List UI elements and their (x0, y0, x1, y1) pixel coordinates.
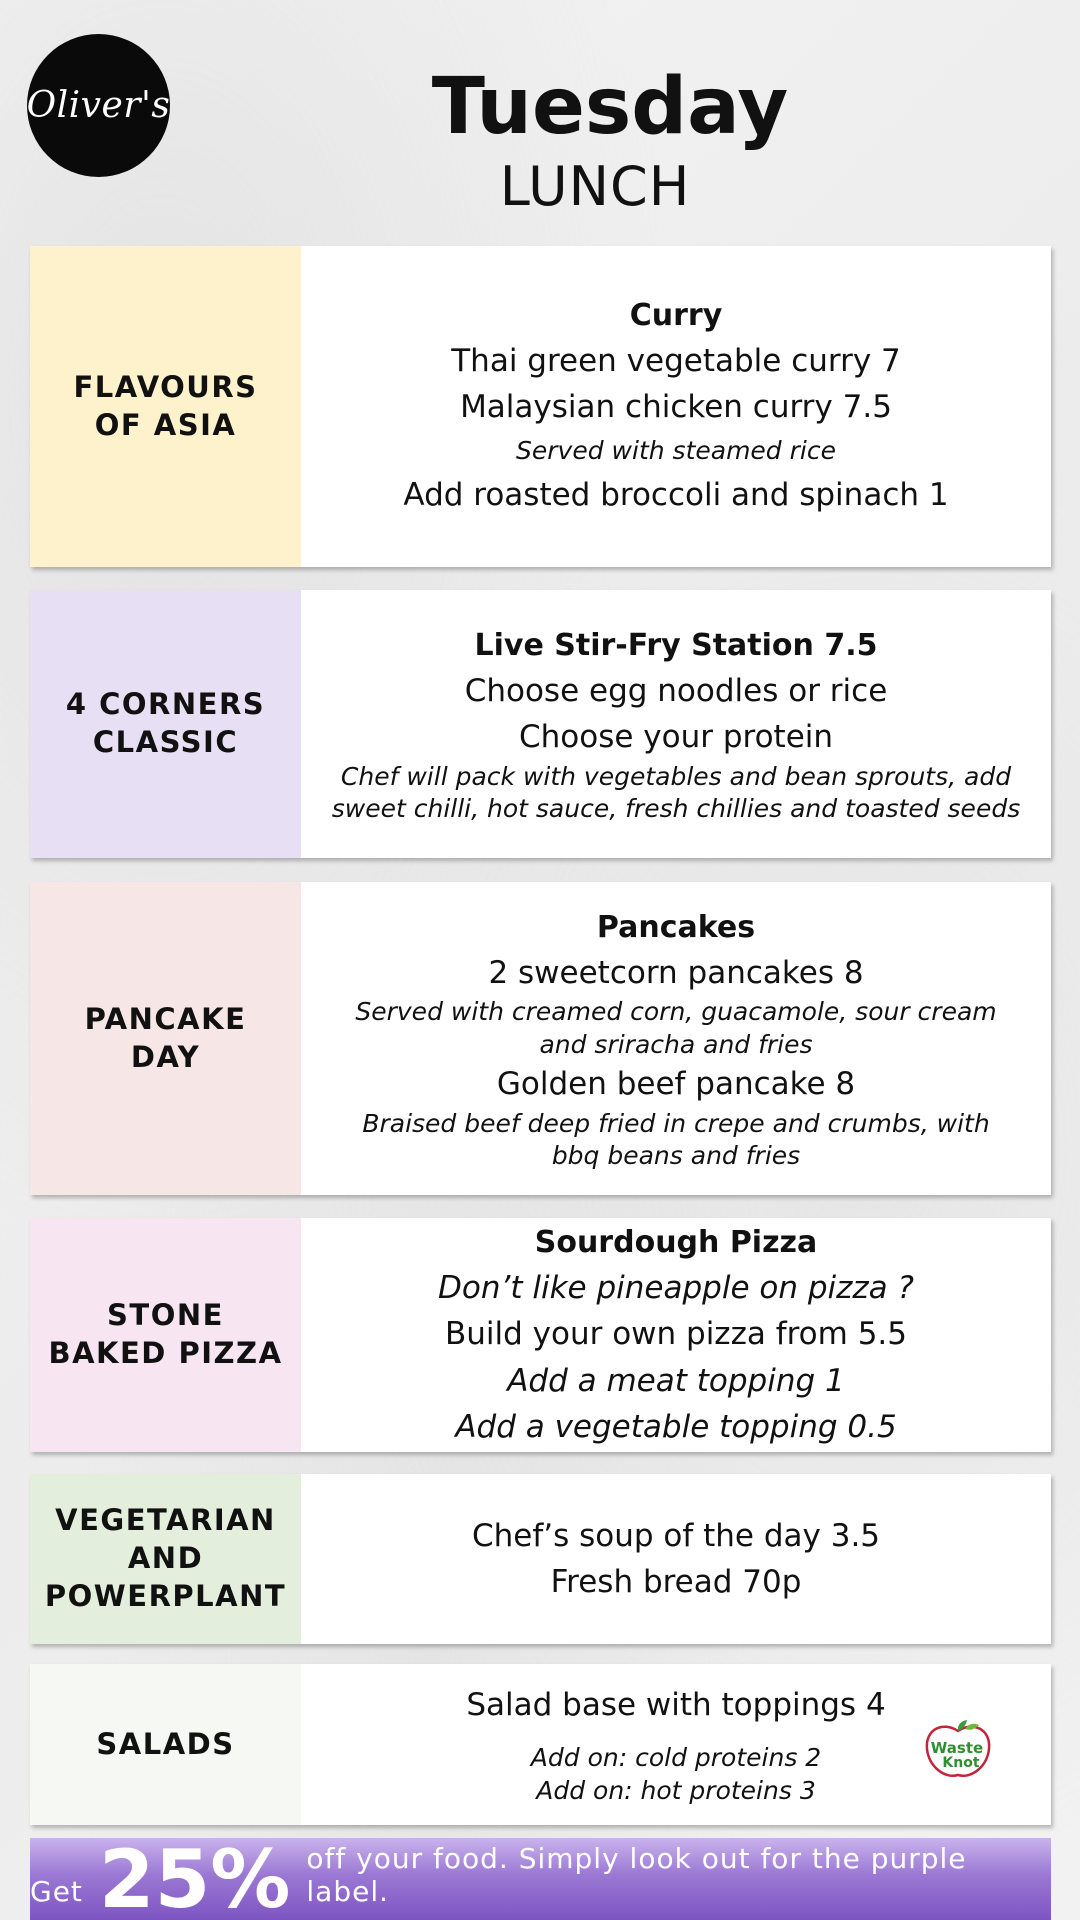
menu-heading: Live Stir-Fry Station 7.5 (474, 627, 878, 663)
section-label: STONE BAKED PIZZA (30, 1218, 301, 1452)
banner-prefix: Get (30, 1875, 83, 1908)
menu-item: Choose your protein (518, 719, 834, 755)
menu-item: Golden beef pancake 8 (496, 1066, 856, 1102)
menu-item: Thai green vegetable curry 7 (451, 342, 901, 379)
menu-item: 2 sweetcorn pancakes 8 (488, 954, 864, 991)
section-content (301, 882, 1051, 1195)
discount-banner (30, 1833, 1051, 1920)
banner-highlight: 25% (98, 1833, 291, 1920)
menu-item: Add a vegetable topping 0.5 (455, 1409, 897, 1445)
menu-note: Add on: cold proteins 2 (530, 1743, 822, 1773)
section-salads (30, 1664, 1051, 1825)
section-label: 4 CORNERS CLASSIC (30, 590, 301, 858)
section-4-corners-classic (30, 590, 1051, 858)
svg-text:Waste: Waste (930, 1739, 984, 1757)
section-content (301, 246, 1051, 567)
menu-note: Add on: hot proteins 3 (536, 1775, 816, 1805)
menu-item: Don’t like pineapple on pizza ? (438, 1269, 914, 1306)
section-content (301, 1474, 1051, 1644)
section-stone-baked-pizza (30, 1218, 1051, 1452)
svg-text:Knot: Knot (942, 1755, 980, 1771)
menu-note: Braised beef deep fried in crepe and crumbs, with bbq beans and fries (362, 1108, 990, 1170)
section-vegetarian-and-powerplant (30, 1474, 1051, 1644)
section-label: PANCAKE DAY (30, 882, 301, 1195)
menu-item: Choose egg noodles or rice (464, 672, 888, 709)
menu-heading: Sourdough Pizza (534, 1224, 818, 1260)
section-flavours-of-asia (30, 246, 1051, 567)
section-content (301, 590, 1051, 858)
section-label: SALADS (30, 1664, 301, 1825)
menu-item: Add a meat topping 1 (507, 1362, 845, 1399)
menu-note: Chef will pack with vegetables and bean sprouts, add sweet chilli, hot sauce, fresh chillies and toasted seeds (331, 761, 1021, 823)
section-label: VEGETARIAN AND POWERPLANT (30, 1474, 301, 1644)
section-content (301, 1218, 1051, 1452)
menu-item: Add roasted broccoli and spinach 1 (403, 476, 949, 513)
section-label: FLAVOURS OF ASIA (30, 246, 301, 567)
menu-item: Fresh bread 70p (550, 1564, 802, 1600)
waste-knot-logo (923, 1719, 993, 1781)
banner-suffix: off your food. Simply look out for the purple label. (306, 1842, 967, 1908)
section-pancake-day (30, 882, 1051, 1195)
section-content (301, 1664, 1051, 1825)
olivers-logo: Oliver's (27, 34, 170, 177)
menu-item: Malaysian chicken curry 7.5 (460, 389, 892, 426)
menu-item: Chef’s soup of the day 3.5 (471, 1517, 881, 1554)
menu-item: Salad base with toppings 4 (466, 1686, 886, 1723)
page-title: Tuesday (431, 62, 789, 152)
menu-heading: Curry (629, 297, 723, 333)
menu-note: Served with steamed rice (516, 435, 836, 465)
menu-heading: Pancakes (596, 909, 756, 945)
menu-note: Served with creamed corn, guacamole, sour cream and sriracha and fries (355, 997, 997, 1059)
page-subtitle: LUNCH (499, 155, 691, 218)
menu-item: Build your own pizza from 5.5 (444, 1316, 908, 1352)
